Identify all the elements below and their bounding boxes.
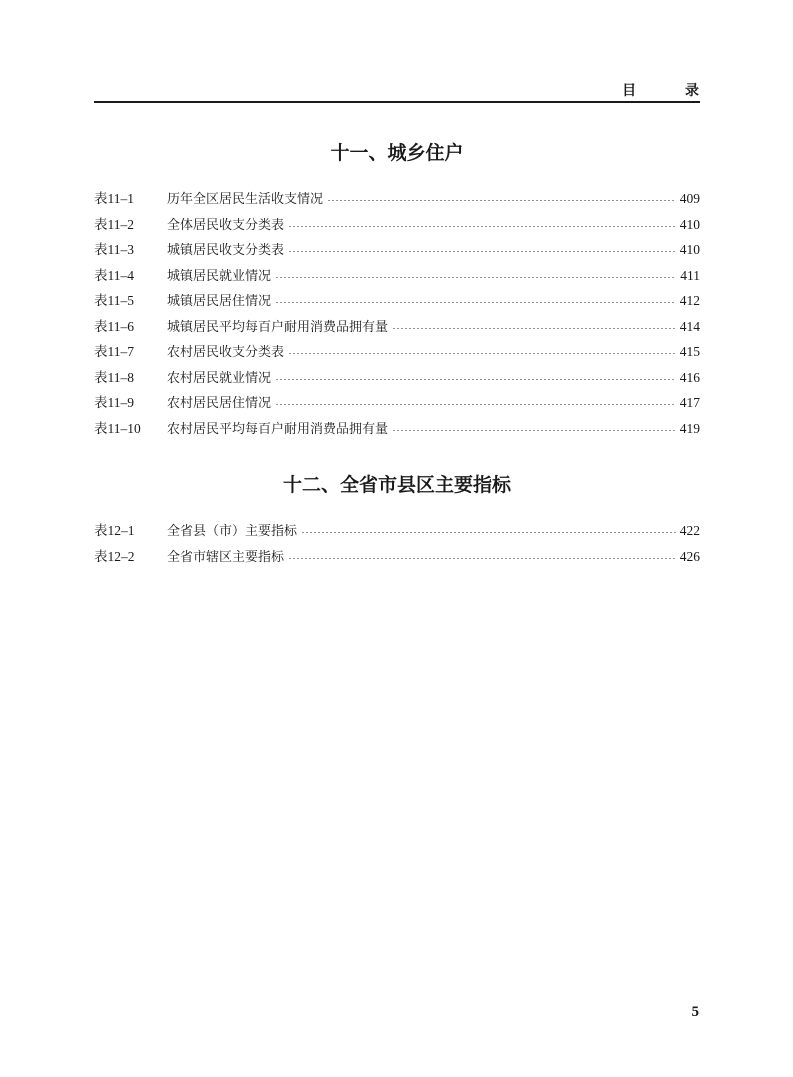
toc-entry-label: 全体居民收支分类表 <box>167 217 285 233</box>
toc-list-section-12 <box>94 518 700 569</box>
toc-entry-label: 全省市辖区主要指标 <box>167 549 285 565</box>
toc-entry[interactable] <box>94 186 700 212</box>
page-number: 5 <box>691 1004 699 1020</box>
toc-entry-page: 409 <box>679 191 700 206</box>
toc-entry-label: 农村居民收支分类表 <box>167 345 285 360</box>
toc-dot-leader <box>275 277 676 278</box>
toc-entry-page: 412 <box>679 293 700 308</box>
toc-entry-label: 城镇居民居住情况 <box>167 294 272 309</box>
toc-dot-leader <box>275 404 676 405</box>
toc-entry[interactable] <box>94 416 700 442</box>
toc-entry[interactable] <box>94 288 700 314</box>
toc-entry[interactable] <box>94 263 700 289</box>
toc-entry-number: 表12–1 <box>94 523 135 538</box>
toc-entry-number: 表11–8 <box>94 369 134 385</box>
toc-dot-leader <box>288 226 676 227</box>
toc-dot-leader <box>392 328 676 329</box>
toc-dot-leader <box>288 353 676 354</box>
toc-entry-label: 城镇居民平均每百户耐用消费品拥有量 <box>167 319 389 335</box>
toc-entry[interactable] <box>94 544 700 570</box>
toc-entry-number: 表11–3 <box>94 242 134 257</box>
toc-entry-number: 表12–2 <box>94 548 135 564</box>
toc-entry[interactable] <box>94 390 700 416</box>
toc-entry-page: 415 <box>679 344 700 359</box>
toc-entry-label: 城镇居民就业情况 <box>167 268 272 284</box>
toc-entry-number: 表11–1 <box>94 191 134 206</box>
toc-entry-page: 416 <box>679 369 700 385</box>
toc-entry-label: 农村居民居住情况 <box>167 396 272 411</box>
section-title-12: 十二、全省市县区主要指标 <box>282 474 511 496</box>
toc-entry[interactable] <box>94 518 700 544</box>
toc-entry-page: 410 <box>679 216 700 232</box>
toc-entry-label: 农村居民就业情况 <box>167 370 272 386</box>
toc-entry-label: 城镇居民收支分类表 <box>167 243 285 258</box>
toc-entry-page: 414 <box>679 318 700 334</box>
toc-entry-number: 表11–4 <box>94 267 134 283</box>
toc-entry[interactable] <box>94 212 700 238</box>
toc-entry[interactable] <box>94 314 700 340</box>
toc-dot-leader <box>288 251 676 252</box>
toc-entry-number: 表11–10 <box>94 420 141 436</box>
toc-entry[interactable] <box>94 365 700 391</box>
toc-entry-page: 411 <box>680 267 700 283</box>
toc-entry-number: 表11–2 <box>94 216 134 232</box>
toc-entry-page: 422 <box>679 523 700 538</box>
toc-entry-label: 全省县（市）主要指标 <box>167 524 298 539</box>
toc-entry-label: 农村居民平均每百户耐用消费品拥有量 <box>167 421 389 437</box>
toc-entry-number: 表11–6 <box>94 318 134 334</box>
header-rule <box>94 101 700 103</box>
toc-dot-leader <box>275 379 676 380</box>
toc-entry-page: 417 <box>679 395 700 410</box>
toc-dot-leader <box>301 532 676 533</box>
toc-dot-leader <box>327 200 676 201</box>
running-header-title: 目 录 <box>622 83 721 99</box>
section-title-11: 十一、城乡住户 <box>330 142 464 164</box>
toc-entry-page: 419 <box>679 420 700 436</box>
toc-entry-number: 表11–7 <box>94 344 134 359</box>
toc-entry[interactable] <box>94 339 700 365</box>
toc-entry-number: 表11–9 <box>94 395 134 410</box>
toc-entry-page: 426 <box>679 548 700 564</box>
toc-entry-number: 表11–5 <box>94 293 134 308</box>
toc-entry[interactable] <box>94 237 700 263</box>
toc-dot-leader <box>288 558 676 559</box>
toc-dot-leader <box>392 430 676 431</box>
toc-entry-page: 410 <box>679 242 700 257</box>
toc-entry-label: 历年全区居民生活收支情况 <box>167 192 324 207</box>
toc-list-section-11 <box>94 186 700 441</box>
toc-dot-leader <box>275 302 676 303</box>
